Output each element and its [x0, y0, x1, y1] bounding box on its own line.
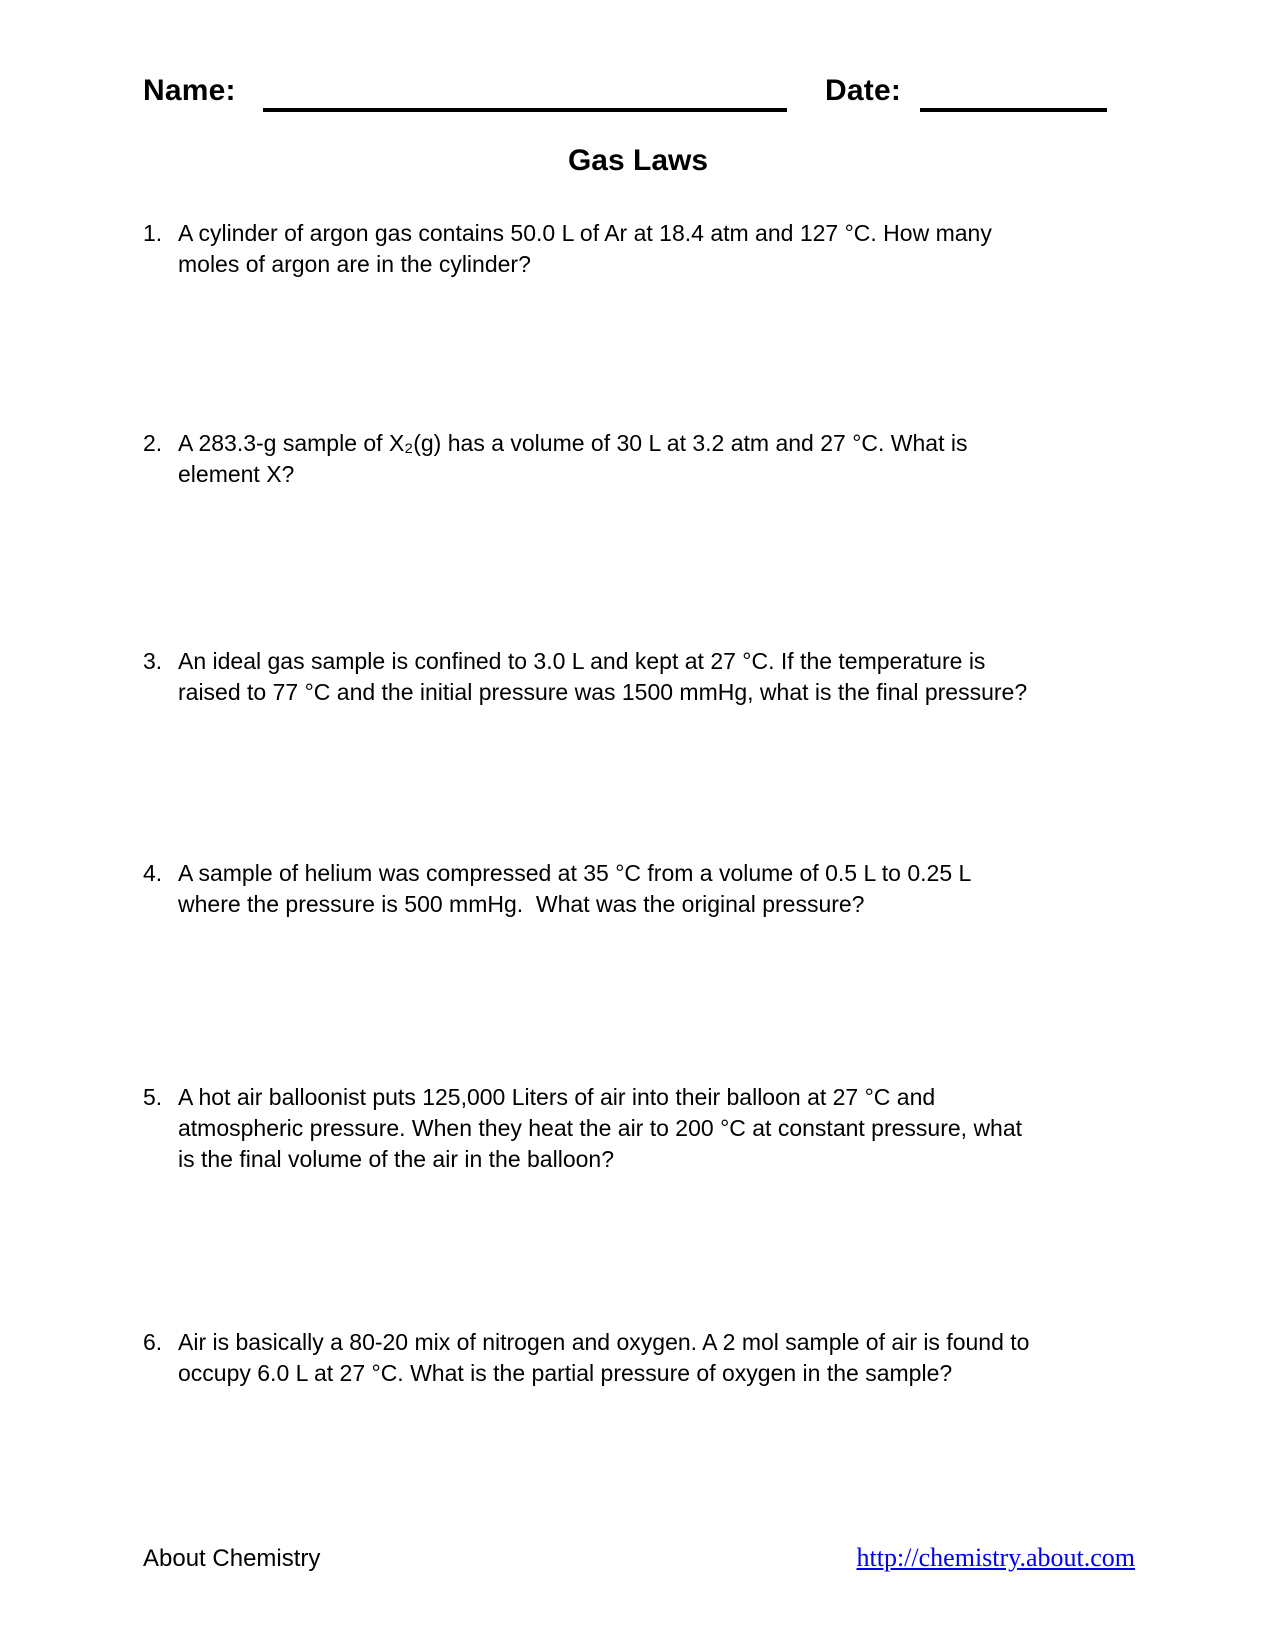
page-title: Gas Laws: [567, 144, 709, 177]
question-1: [143, 218, 992, 280]
question-1-line-2: moles of argon are in the cylinder?: [178, 251, 531, 277]
question-2-line-2: element X?: [178, 461, 295, 487]
question-5: [143, 1082, 1022, 1175]
question-5-line-3: is the final volume of the air in the balloon?: [178, 1146, 614, 1172]
question-4-line-2: where the pressure is 500 mmHg. What was the original pressure?: [178, 891, 865, 917]
footer-source-label: About Chemistry: [143, 1545, 321, 1572]
footer: [143, 1543, 1135, 1573]
question-4: [143, 858, 971, 920]
question-3-number: 3.: [143, 648, 163, 674]
question-3-text: [178, 646, 1027, 708]
name-label: Name:: [143, 74, 236, 107]
name-blank-line: [263, 108, 787, 112]
question-4-text: [178, 858, 971, 920]
question-2: [143, 428, 967, 490]
question-1-number: 1.: [143, 220, 163, 246]
question-3-line-2: raised to 77 °C and the initial pressure was 1500 mmHg, what is the final pressure?: [178, 679, 1028, 705]
question-4-line-1: A sample of helium was compressed at 35 °C from a volume of 0.5 L to 0.25 L: [178, 860, 972, 886]
question-1-line-1: A cylinder of argon gas contains 50.0 L of Ar at 18.4 atm and 127 °C. How many: [178, 220, 992, 246]
question-6: [143, 1327, 1029, 1389]
question-6-line-2: occupy 6.0 L at 27 °C. What is the partial pressure of oxygen in the sample?: [178, 1360, 953, 1386]
question-4-number: 4.: [143, 860, 163, 886]
question-2-line-1: A 283.3-g sample of X₂(g) has a volume of 30 L at 3.2 atm and 27 °C. What is: [178, 430, 968, 456]
question-3-line-1: An ideal gas sample is confined to 3.0 L and kept at 27 °C. If the temperature is: [178, 648, 986, 674]
question-2-text: [178, 428, 967, 490]
question-5-line-2: atmospheric pressure. When they heat the air to 200 °C at constant pressure, what: [178, 1115, 1023, 1141]
date-blank-line: [920, 108, 1107, 112]
footer-source-link[interactable]: http://chemistry.about.com: [856, 1543, 1135, 1572]
question-6-line-1: Air is basically a 80-20 mix of nitrogen and oxygen. A 2 mol sample of air is found to: [178, 1329, 1030, 1355]
question-1-text: [178, 218, 992, 280]
question-5-text: [178, 1082, 1022, 1175]
question-5-line-1: A hot air balloonist puts 125,000 Liters of air into their balloon at 27 °C and: [178, 1084, 936, 1110]
question-2-number: 2.: [143, 430, 163, 456]
question-6-text: [178, 1327, 1029, 1389]
question-5-number: 5.: [143, 1084, 163, 1110]
question-6-number: 6.: [143, 1329, 163, 1355]
date-label: Date:: [825, 74, 902, 107]
question-3: [143, 646, 1027, 708]
